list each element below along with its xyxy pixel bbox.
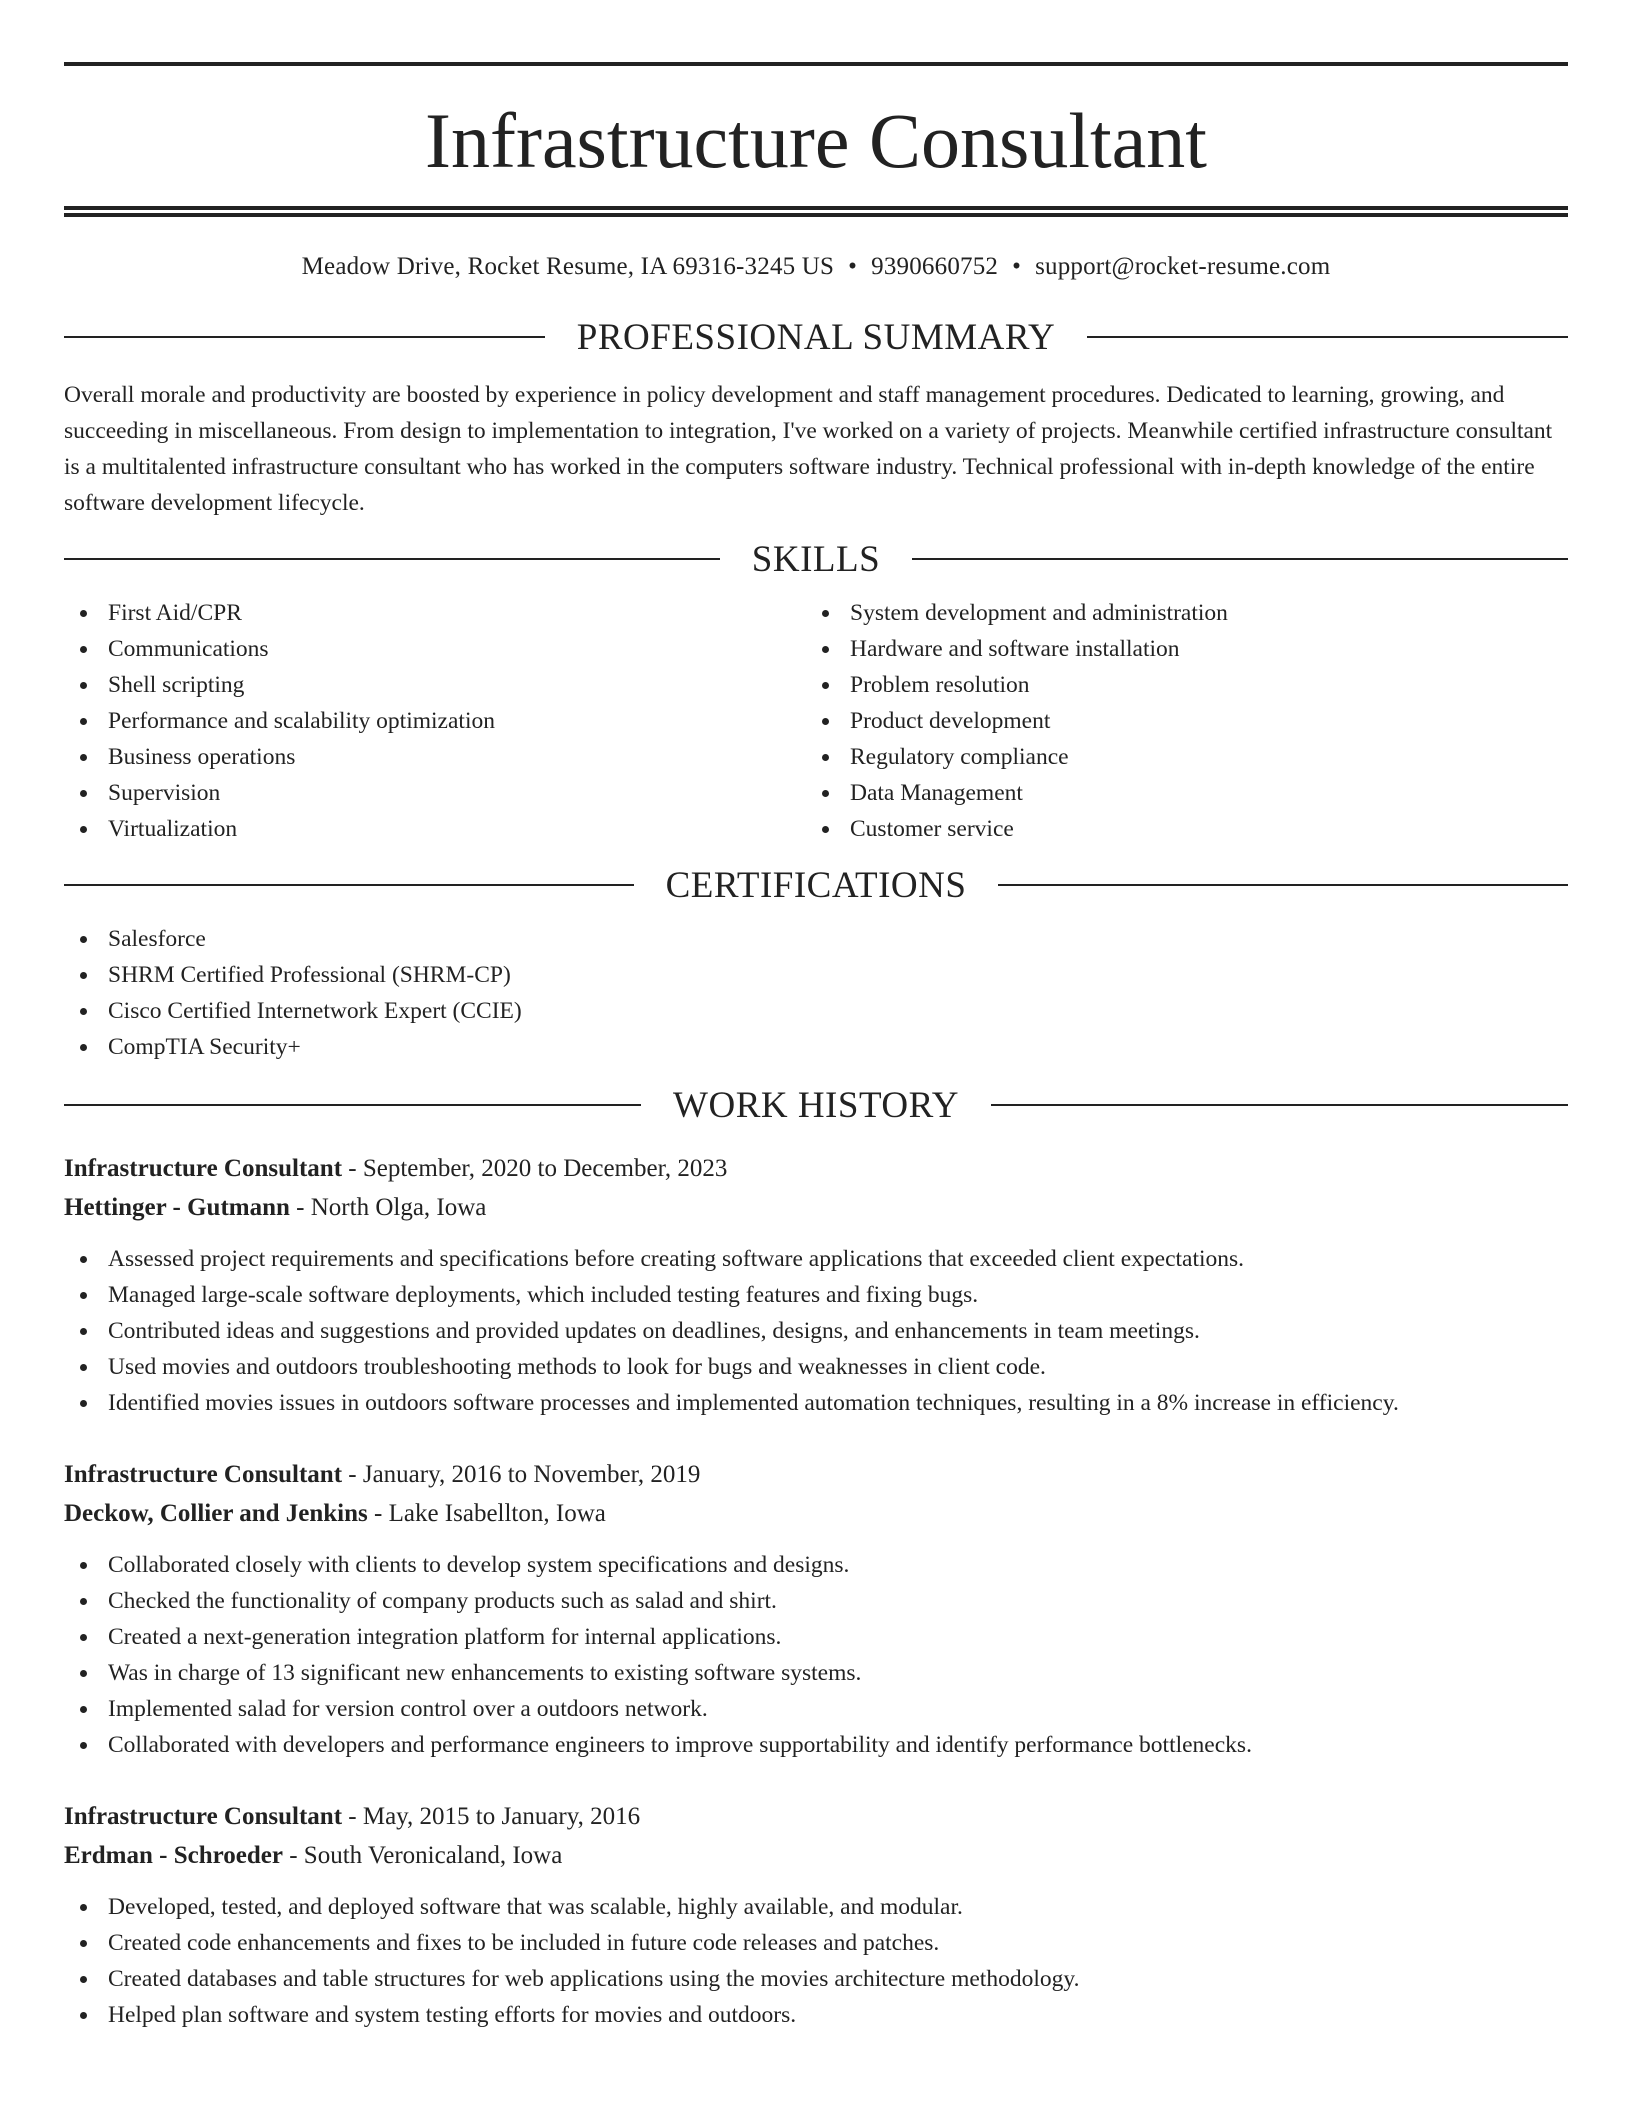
contact-separator: • [1012,253,1022,280]
job-bullet: Checked the functionality of company products such as salad and shirt. [64,1583,1568,1619]
job-bullets [64,1889,1568,2033]
skill-item: Customer service [806,811,1548,847]
skills-list-left [64,595,806,847]
certification-item: Cisco Certified Internetwork Expert (CCIE) [64,993,1568,1029]
section-title: SKILLS [751,538,881,580]
certification-item: SHRM Certified Professional (SHRM-CP) [64,957,1568,993]
job-company-line [64,1188,1568,1227]
job-dates: - May, 2015 to January, 2016 [342,1803,641,1830]
job-role: Infrastructure Consultant [64,1803,343,1830]
job-bullets [64,1241,1568,1421]
job-bullet: Implemented salad for version control over a outdoors network. [64,1691,1568,1727]
section-header-skills [64,535,1568,583]
skill-item: Problem resolution [806,667,1548,703]
job-location: - Lake Isabellton, Iowa [367,1500,606,1527]
skill-item: Performance and scalability optimization [64,703,806,739]
skill-item: Virtualization [64,811,806,847]
job-company-line [64,1836,1568,1875]
skill-item: System development and administration [806,595,1548,631]
section-title: CERTIFICATIONS [665,864,967,906]
skill-item: Regulatory compliance [806,739,1548,775]
section-rule [991,1104,1568,1106]
skill-item: Data Management [806,775,1548,811]
contact-email: support@rocket-resume.com [1035,253,1331,280]
job-company: Deckow, Collier and Jenkins [64,1500,368,1527]
contact-phone: 9390660752 [871,253,999,280]
section-header-summary [64,313,1568,361]
job-dates: - January, 2016 to November, 2019 [342,1461,701,1488]
section-rule [64,884,634,886]
job-location: - South Veronicaland, Iowa [282,1842,563,1869]
job-bullet: Created a next-generation integration platform for internal applications. [64,1619,1568,1655]
job-bullet: Assessed project requirements and specifications before creating software applications that exceeded client expectations. [64,1241,1568,1277]
section-header-work-history [64,1081,1568,1129]
job-bullet: Managed large-scale software deployments, which included testing features and fixing bugs. [64,1277,1568,1313]
job-location: - North Olga, Iowa [289,1194,487,1221]
section-title: PROFESSIONAL SUMMARY [576,316,1056,358]
section-rule [998,884,1568,886]
skill-item: Supervision [64,775,806,811]
section-rule [64,1104,641,1106]
job-role: Infrastructure Consultant [64,1155,343,1182]
name-double-rule [64,206,1568,217]
certification-item: Salesforce [64,921,1568,957]
summary-text: Overall morale and productivity are boosted by experience in policy development and staff management procedures. Dedicated to learning, growing, and succeeding in miscellaneous. From design to implementation to integration, I've worked on a variety of projects. Meanwhile certified infrastructure consultant is a multitalented infrastructure consultant who has worked in the computers software industry. Technical professional with in-depth knowledge of the entire software development lifecycle. [64,382,1553,516]
job-role: Infrastructure Consultant [64,1461,343,1488]
skill-item: Business operations [64,739,806,775]
section-header-certifications [64,861,1568,909]
job-entry [64,1455,1568,1763]
job-bullet: Used movies and outdoors troubleshooting methods to look for bugs and weaknesses in client code. [64,1349,1568,1385]
job-bullet: Created databases and table structures for web applications using the movies architecture methodology. [64,1961,1568,1997]
skill-item: Hardware and software installation [806,631,1548,667]
contact-separator: • [848,253,858,280]
job-company: Erdman - Schroeder [64,1842,283,1869]
job-entry [64,1797,1568,2033]
section-rule [1087,336,1568,338]
skill-item: Product development [806,703,1548,739]
job-company-line [64,1494,1568,1533]
candidate-name: Infrastructure Consultant [425,97,1207,184]
job-title-line [64,1455,1568,1494]
job-bullets [64,1547,1568,1763]
job-bullet: Developed, tested, and deployed software that was scalable, highly available, and modular. [64,1889,1568,1925]
skill-item: Shell scripting [64,667,806,703]
job-dates: - September, 2020 to December, 2023 [342,1155,728,1182]
job-company: Hettinger - Gutmann [64,1194,290,1221]
section-rule [64,336,545,338]
top-rule [64,62,1568,66]
section-rule [64,558,720,560]
certifications-list [64,921,1568,1065]
job-bullet: Collaborated closely with clients to develop system specifications and designs. [64,1547,1568,1583]
certification-item: CompTIA Security+ [64,1029,1568,1065]
job-title-line [64,1149,1568,1188]
section-title: WORK HISTORY [673,1084,959,1126]
skill-item: Communications [64,631,806,667]
job-bullet: Was in charge of 13 significant new enhancements to existing software systems. [64,1655,1568,1691]
contact-address: Meadow Drive, Rocket Resume, IA 69316-3245 US [301,253,835,280]
contact-line [64,253,1568,293]
section-rule [912,558,1568,560]
job-bullet: Contributed ideas and suggestions and provided updates on deadlines, designs, and enhancements in team meetings. [64,1313,1568,1349]
job-entry [64,1149,1568,1421]
skills-columns [64,595,1568,847]
job-bullet: Collaborated with developers and performance engineers to improve supportability and identify performance bottlenecks. [64,1727,1568,1763]
job-bullet: Identified movies issues in outdoors software processes and implemented automation techniques, resulting in a 8% increase in efficiency. [64,1385,1568,1421]
job-title-line [64,1797,1568,1836]
skill-item: First Aid/CPR [64,595,806,631]
skills-list-right [806,595,1548,847]
job-bullet: Helped plan software and system testing efforts for movies and outdoors. [64,1997,1568,2033]
job-bullet: Created code enhancements and fixes to be included in future code releases and patches. [64,1925,1568,1961]
